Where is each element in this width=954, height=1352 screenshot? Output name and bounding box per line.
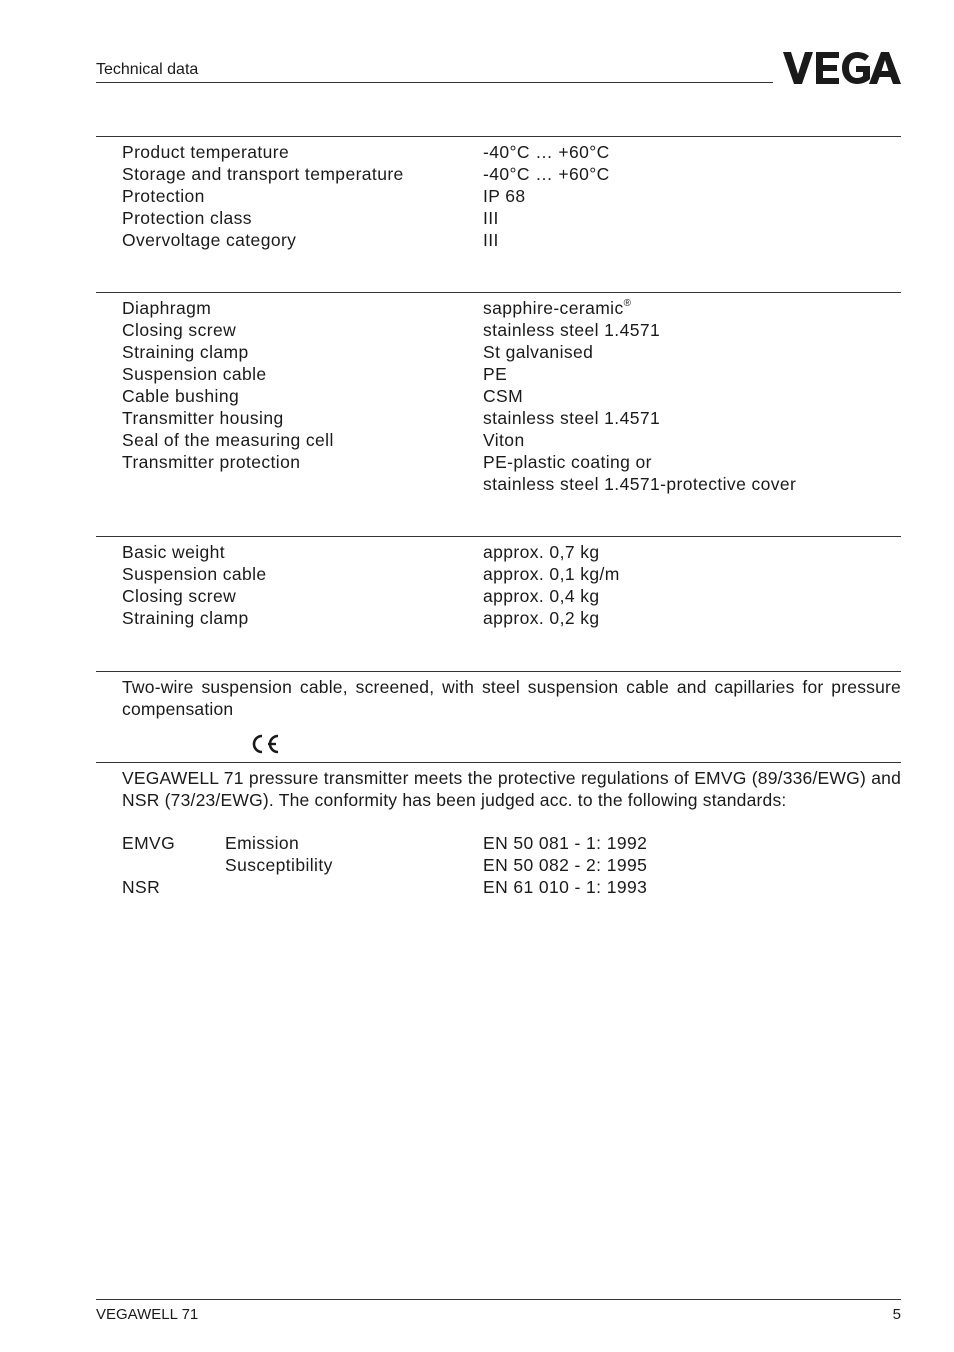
row-label: Closing screw xyxy=(122,320,237,340)
row-label: Basic weight xyxy=(122,542,226,562)
row-value: Viton xyxy=(483,430,525,450)
table-row xyxy=(122,854,901,876)
weights-table xyxy=(122,541,901,629)
table-row xyxy=(122,297,901,319)
standards-table xyxy=(122,832,901,898)
row-label: Protection class xyxy=(122,208,252,228)
row-value: PE xyxy=(483,364,508,384)
row-label: Storage and transport temperature xyxy=(122,164,404,184)
row-value: IP 68 xyxy=(483,186,526,206)
row-label: Transmitter protection xyxy=(122,452,301,472)
table-row xyxy=(122,563,901,585)
row-value: stainless steel 1.4571-protective cover xyxy=(483,474,797,494)
section-rule-environment xyxy=(96,136,901,137)
ce-mark-icon xyxy=(249,733,281,755)
standard-value: EN 61 010 - 1: 1993 xyxy=(483,877,648,897)
standard-name: Susceptibility xyxy=(225,855,333,875)
header-rule xyxy=(96,82,773,83)
row-value: III xyxy=(483,208,499,228)
row-label: Transmitter housing xyxy=(122,408,284,428)
row-value: PE-plastic coating or xyxy=(483,452,652,472)
standard-name: Emission xyxy=(225,833,300,853)
environment-table xyxy=(122,141,901,251)
row-value: sapphire-ceramic® xyxy=(483,298,632,318)
footer-rule xyxy=(96,1299,901,1300)
table-row xyxy=(122,185,901,207)
row-value: CSM xyxy=(483,386,524,406)
table-row xyxy=(122,541,901,563)
table-row xyxy=(122,319,901,341)
page-number: 5 xyxy=(892,1306,901,1323)
row-value: -40°C … +60°C xyxy=(483,164,610,184)
standard-value: EN 50 082 - 2: 1995 xyxy=(483,855,648,875)
standard-group: EMVG xyxy=(122,833,176,853)
row-label: Straining clamp xyxy=(122,608,249,628)
table-row xyxy=(122,832,901,854)
table-row xyxy=(122,407,901,429)
table-row xyxy=(122,207,901,229)
vega-logo xyxy=(783,52,901,84)
row-label: Product temperature xyxy=(122,142,290,162)
row-label: Protection xyxy=(122,186,205,206)
row-value: St galvanised xyxy=(483,342,594,362)
table-row xyxy=(122,585,901,607)
row-label: Overvoltage category xyxy=(122,230,297,250)
header-title: Technical data xyxy=(96,61,199,78)
row-value: approx. 0,1 kg/m xyxy=(483,564,620,584)
row-label: Suspension cable xyxy=(122,364,267,384)
table-row xyxy=(122,341,901,363)
section-rule-cable xyxy=(96,671,901,672)
table-row xyxy=(122,163,901,185)
table-row xyxy=(122,451,901,473)
table-row xyxy=(122,429,901,451)
table-row xyxy=(122,876,901,898)
standard-group: NSR xyxy=(122,877,161,897)
row-value: approx. 0,7 kg xyxy=(483,542,600,562)
row-label: Diaphragm xyxy=(122,298,212,318)
row-value: stainless steel 1.4571 xyxy=(483,408,661,428)
row-label: Straining clamp xyxy=(122,342,249,362)
row-label: Seal of the measuring cell xyxy=(122,430,334,450)
row-label: Suspension cable xyxy=(122,564,267,584)
row-value: -40°C … +60°C xyxy=(483,142,610,162)
row-value: stainless steel 1.4571 xyxy=(483,320,661,340)
row-value: approx. 0,2 kg xyxy=(483,608,600,628)
table-row xyxy=(122,385,901,407)
row-label: Cable bushing xyxy=(122,386,240,406)
cable-description: Two-wire suspension cable, screened, with steel suspension cable and capillaries for pressure compensation xyxy=(122,677,901,719)
row-value: III xyxy=(483,230,499,250)
footer-product-name: VEGAWELL 71 xyxy=(96,1306,199,1323)
table-row xyxy=(122,141,901,163)
standard-value: EN 50 081 - 1: 1992 xyxy=(483,833,648,853)
section-rule-conformity xyxy=(96,762,901,763)
section-rule-materials xyxy=(96,292,901,293)
conformity-text: VEGAWELL 71 pressure transmitter meets the protective regulations of EMVG (89/336/EWG) and NSR (73/23/EWG). The conformity has been judged acc. to the following standards: xyxy=(122,768,901,810)
section-rule-weights xyxy=(96,536,901,537)
row-label: Closing screw xyxy=(122,586,237,606)
table-row xyxy=(122,473,901,495)
materials-table xyxy=(122,297,901,495)
registered-mark: ® xyxy=(623,298,632,309)
table-row xyxy=(122,607,901,629)
table-row xyxy=(122,363,901,385)
table-row xyxy=(122,229,901,251)
row-value: approx. 0,4 kg xyxy=(483,586,600,606)
